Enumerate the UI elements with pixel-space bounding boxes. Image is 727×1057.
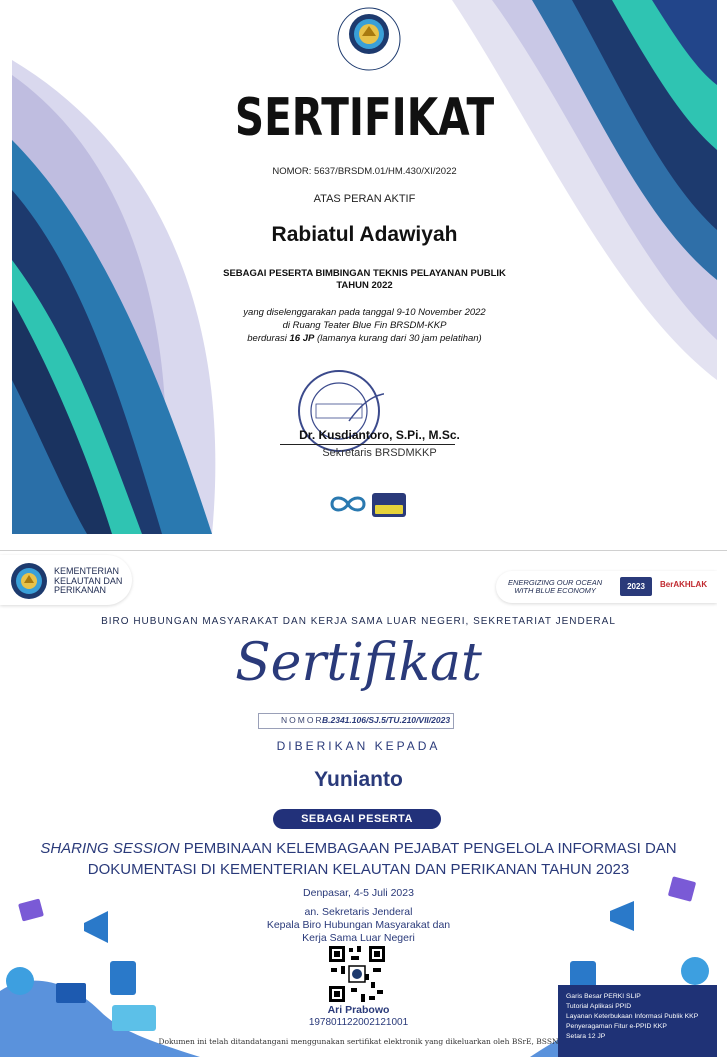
slogan-block [496,571,717,603]
certificate-number: NOMOR: 5637/BRSDM.01/HM.430/XI/2022 [272,166,457,177]
participant-badge: SEBAGAI PESERTA [273,809,441,829]
list-item: Setara 12 JP [566,1033,606,1040]
ministry-name [54,567,122,596]
signer-position-line-1: an. Sekretaris Jenderal [304,906,413,918]
duration-jp: 16 JP [289,333,315,344]
berakhlak-logo: BerAKHLAK [660,580,708,589]
role-line-1: SEBAGAI PESERTA BIMBINGAN TEKNIS PELAYANAN PUBLIK [223,268,506,279]
official-stamp-icon [294,366,384,456]
megaphone-icon [610,901,634,931]
ministry-emblem-icon [10,562,48,600]
signer-title: Sekretaris BRSDMKKP [322,447,437,459]
ministry-name-line-2: KELAUTAN DAN [54,575,123,586]
megaphone-icon [84,911,108,943]
event-logos [328,490,408,520]
ministry-name-line-1: KEMENTERIAN [54,566,120,576]
ministry-logo-block [0,555,132,605]
slogan-line-1: ENERGIZING OUR OCEAN [508,578,603,587]
year-badge: 2023 [620,577,652,596]
desc-line-1: yang diselenggarakan pada tanggal 9-10 November 2022 [243,307,486,318]
ministry-seal-icon [336,6,402,72]
list-item: Tutorial Aplikasi PPID [566,1003,632,1010]
list-item: Garis Besar PERKI SLIP [566,993,641,1000]
recipient-name: Rabiatul Adawiyah [271,223,458,246]
event-line-1-rest: PEMBINAAN KELEMBAGAAN PEJABAT PENGELOLA INFORMASI DAN [179,840,677,857]
slogan-line-2: WITH BLUE ECONOMY [514,586,596,595]
participant-role [12,268,717,292]
role-line-2: TAHUN 2022 [336,280,393,291]
envelope-icon [18,898,44,921]
event-italic: SHARING SESSION [40,840,180,857]
signer-position-line-2: Kepala Biro Hubungan Masyarakat dan [266,919,451,931]
verification-qr-code[interactable] [327,944,387,1004]
recipient-name: Yunianto [314,768,403,791]
globe-icon [6,967,34,995]
issuing-bureau: BIRO HUBUNGAN MASYARAKAT DAN KERJA SAMA LUAR NEGERI, SEKRETARIAT JENDERAL [101,616,616,627]
ministry-name-line-3: PERIKANAN [54,585,107,595]
certificate-number-box [258,713,454,729]
curriculum-list [566,992,698,1042]
document-icon [110,961,136,995]
desc-line-2: di Ruang Teater Blue Fin BRSDM-KKP [282,320,447,331]
desc-line-3-post: (lamanya kurang dari 30 jam pelatihan) [314,333,482,344]
left-illustration [0,871,200,1057]
signer-nip: 197801122002121001 [308,1017,409,1028]
signer-name: Ari Prabowo [327,1004,390,1016]
envelope-icon [668,876,696,902]
awarded-to-label: DIBERIKAN KEPADA [276,739,441,753]
infinity-logo-icon [332,498,364,510]
event-line-1 [0,838,717,859]
qr-emblem-icon [352,969,362,979]
certificate-number-label: NOMOR [281,715,324,725]
event-location-date: Denpasar, 4-5 Juli 2023 [303,887,414,899]
certificate-2022 [12,0,717,534]
e-signature-note: Dokumen ini telah ditandatangani menggunakan sertifikat elektronik yang dikeluarkan oleh BSrE, BSSN [158,1037,559,1046]
slogan [508,579,602,595]
event-line-2: DOKUMENTASI DI KEMENTERIAN KELAUTAN DAN PERIKANAN TAHUN 2023 [87,861,630,878]
award-reason: ATAS PERAN AKTIF [313,193,416,205]
curriculum-panel [558,985,717,1057]
card-icon [56,983,86,1003]
signer-name: Dr. Kusdiantoro, S.Pi., M.Sc. [299,428,460,442]
desc-line-3-pre: berdurasi [247,333,290,344]
badge-band [375,505,403,514]
signer-position-line-3: Kerja Sama Luar Negeri [302,932,415,944]
list-item: Penyeragaman Fitur e-PPID KKP [566,1023,667,1030]
certificate-title: Sertifikat [235,633,482,693]
desc-line-3 [12,332,717,345]
signature-line [280,444,455,445]
event-description [12,306,717,345]
certificate-number: B.2341.106/SJ.5/TU.210/VII/2023 [322,715,451,725]
certificate-title: SERTIFIKAT [234,88,495,148]
globe-icon [681,957,709,985]
list-item: Layanan Keterbukaan Informasi Publik KKP [566,1013,699,1020]
certificate-2023 [0,551,717,1057]
